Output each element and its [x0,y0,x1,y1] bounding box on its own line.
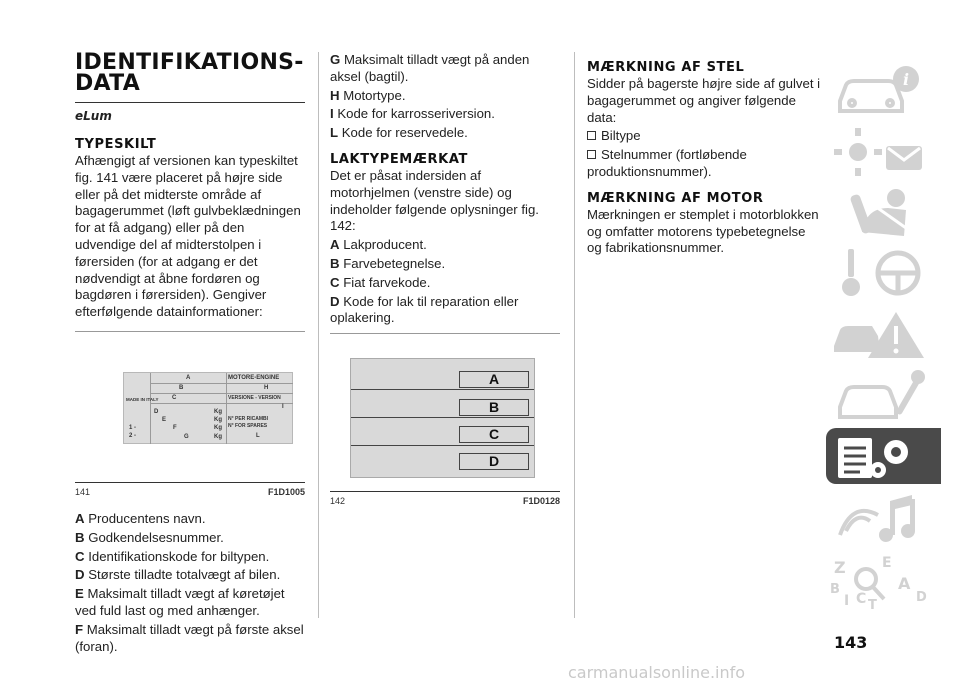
column-divider [318,52,319,618]
svg-text:Z: Z [834,558,846,577]
figure-code: F1D0128 [522,496,560,507]
page-title: IDENTIFIKATIONS-DATA [75,50,304,96]
figure-141 [75,332,305,482]
service-wrench-icon[interactable] [826,367,941,423]
list-item: A Lakproducent. [330,237,427,253]
svg-text:I: I [844,593,850,609]
list-item: D Kode for lak til reparation eller oplakering. [330,293,519,326]
figure-number: 142 [330,496,346,507]
list-item: E Maksimalt tilladt vægt af køretøjet ved fuld last og med anhænger. [75,586,285,618]
list-item: D Største tilladte totalvægt af bilen. [75,567,281,583]
list-item: A Producentens navn. [75,510,206,526]
figure-142-caption [330,492,560,506]
svg-text:A: A [898,574,911,593]
list-item: G Maksimalt tilladt vægt på anden aksel (bagtil). [330,52,530,84]
svg-text:D: D [916,590,927,605]
technical-data-icon[interactable] [826,428,941,484]
paint-label-image [350,358,535,478]
list-item: L Kode for reservedele. [330,125,468,141]
lak-heading: LAKTYPEMÆRKAT [330,151,468,167]
column-divider [574,52,575,618]
list-item: Biltype [587,128,822,145]
index-alphabet-icon[interactable] [826,553,941,609]
svg-text:C: C [856,591,867,607]
multimedia-icon[interactable] [826,491,941,547]
stel-body: Sidder på bagerste højre side af gulvet i bagagerummet og angiver følgende data: [587,76,821,125]
column-marking [587,60,822,257]
figure-142 [330,334,560,491]
car-info-icon[interactable] [826,63,941,119]
figure-141-caption [75,483,305,497]
svg-text:B: B [830,582,840,597]
plate-legend-list [75,511,305,655]
airbag-safety-icon[interactable] [826,184,941,240]
svg-text:i: i [902,70,910,89]
list-item: I Kode for karrosseriversion. [330,106,495,122]
stel-heading: MÆRKNING AF STEL [587,60,745,75]
lak-body: Det er påsat indersiden af motorhjelmen (venstre side) og indeholder følgende oplysninger fig. 142: [330,167,539,234]
page-number: 143 [834,633,868,652]
dashboard-lights-icon[interactable] [826,124,941,180]
svg-text:T: T [868,598,877,609]
warning-triangle-icon[interactable] [826,306,941,362]
list-item: C Fiat farvekode. [330,274,431,290]
type-plate-image: MADE IN ITALY A B C MOTORE-ENGINE H VERSIONE - VERSION I N° PER RICAMBI N° FOR SPARES L D E F G 1 - 2 - Kg Kg Kg Kg [123,372,293,444]
typeskilt-body: Afhængigt af versionen kan typeskiltet fig. 141 være placeret på højre side eller på det midterste område af bagagerummet (løft gulvbeklædningen for at få adgang) eller på den udvendige del af midterstolpen i førersiden (for at adgang er det nødvendigt at åbne fordøren og bagdøren i førersiden). Gengiver efterfølgende datainformationer: [75,153,301,320]
motor-body: Mærkningen er stemplet i motorblokken og omfatter motorens typebetegnelse og fabrikationsnummer. [587,206,819,256]
motor-heading: MÆRKNING AF MOTOR [587,190,764,206]
title-divider [75,102,305,103]
svg-text:E: E [882,555,892,571]
typeskilt-heading: TYPESKILT [75,137,157,152]
list-item: C Identifikationskode for biltypen. [75,548,270,564]
paint-label-d: D [459,453,529,470]
figure-number: 141 [75,486,91,497]
paint-label-a: A [459,371,529,388]
paint-label-b: B [459,399,529,416]
list-item: H Motortype. [330,87,406,103]
figure-code: F1D1005 [267,486,305,497]
list-item: B Godkendelsesnummer. [75,529,224,545]
elum-logo: eLum [75,109,112,123]
steering-key-icon[interactable] [826,245,941,301]
list-item: Stelnummer (fortløbende produktionsnummer). [587,147,747,179]
column-paint [330,52,560,506]
list-item: B Farvebetegnelse. [330,255,446,271]
list-item: F Maksimalt tilladt vægt på første aksel (foran). [75,621,304,654]
watermark: carmanualsonline.info [568,663,746,682]
checkbox-icon [587,131,596,140]
paint-label-c: C [459,426,529,443]
checkbox-icon [587,150,596,159]
column-identification [75,52,305,655]
